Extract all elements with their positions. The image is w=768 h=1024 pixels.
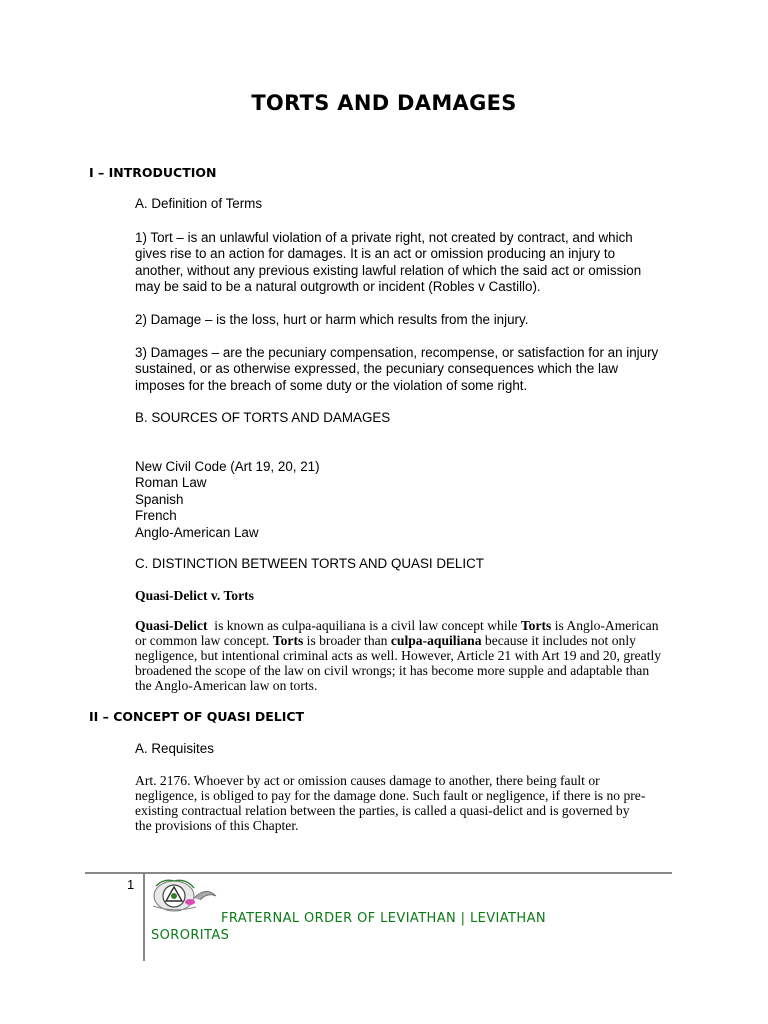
definition-damages	[135, 345, 695, 394]
text-line	[135, 618, 695, 633]
term-quasi-delict: Quasi-Delict	[135, 618, 208, 633]
sources-list	[135, 459, 695, 541]
comparison-paragraph	[135, 618, 695, 693]
footer-line-2: SORORITAS	[151, 928, 230, 943]
text-line: Art. 2176. Whoever by act or omission causes damage to another, there being fault or	[135, 773, 600, 788]
text-line: the Anglo-American law on torts.	[135, 678, 318, 693]
footer-organization-name	[151, 910, 621, 944]
term-torts: Torts	[272, 633, 304, 648]
document-title: TORTS AND DAMAGES	[251, 91, 517, 115]
text-line: 1) Tort – is an unlawful violation of a private right, not created by contract, and which	[135, 230, 633, 245]
term-culpa-aquiliana: culpa-aquiliana	[390, 633, 482, 648]
footer-line-1: FRATERNAL ORDER OF LEVIATHAN | LEVIATHAN	[221, 911, 546, 926]
text-line: imposes for the breach of some duty or the violation of some right.	[135, 377, 528, 393]
text-line: may be said to be a natural outgrowth or incident (Robles v Castillo).	[135, 279, 541, 295]
text-line: broadened the scope of the law on civil wrongs; it has become more supple and adaptable than	[135, 663, 650, 678]
definition-tort	[135, 230, 695, 296]
section-heading-concept-of-quasi-delict: II – CONCEPT OF QUASI DELICT	[89, 709, 305, 724]
definition-damage: 2) Damage – is the loss, hurt or harm which results from the injury.	[135, 312, 529, 327]
subheading-requisites: A. Requisites	[135, 741, 214, 756]
text-line: gives rise to an action for damages. It is an act or omission producing an injury to	[135, 246, 616, 262]
section-heading-introduction: I – INTRODUCTION	[89, 165, 217, 180]
footer-vertical-divider	[143, 872, 145, 961]
text-line: negligence, is obliged to pay for the damage done. Such fault or negligence, if there is no pre-	[135, 788, 646, 803]
text-line: existing contractual relation between the parties, is called a quasi-delict and is governed by	[135, 803, 630, 818]
list-item: Spanish	[135, 491, 184, 507]
subheading-distinction: C. DISTINCTION BETWEEN TORTS AND QUASI DELICT	[135, 556, 484, 571]
list-item: Anglo-American Law	[135, 524, 259, 540]
text-run: is broader than	[303, 633, 391, 648]
text-line: 3) Damages – are the pecuniary compensation, recompense, or satisfaction for an injury	[135, 345, 659, 360]
list-item: Roman Law	[135, 475, 207, 491]
leviathan-seal-logo-icon	[150, 876, 220, 912]
text-run: or common law concept.	[135, 633, 273, 648]
term-torts: Torts	[520, 618, 552, 633]
text-line: the provisions of this Chapter.	[135, 818, 299, 833]
text-line: another, without any previous existing lawful relation of which the said act or omission	[135, 262, 642, 278]
text-run: because it includes not only	[481, 633, 636, 648]
text-line: negligence, but intentional criminal acts as well. However, Article 21 with Art 19 and 20, greatly	[135, 648, 662, 663]
list-item: French	[135, 508, 177, 524]
subheading-definition-of-terms: A. Definition of Terms	[135, 196, 263, 211]
text-run: is known as culpa-aquiliana is a civil law concept while	[207, 618, 521, 633]
subheading-sources: B. SOURCES OF TORTS AND DAMAGES	[135, 410, 391, 425]
comparison-heading: Quasi-Delict v. Torts	[135, 588, 254, 603]
text-run: is Anglo-American	[551, 618, 659, 633]
footer-divider	[85, 872, 672, 874]
text-line	[135, 633, 695, 648]
text-line: sustained, or as otherwise expressed, the pecuniary consequences which the law	[135, 361, 619, 377]
page-number: 1	[127, 877, 135, 892]
list-item: New Civil Code (Art 19, 20, 21)	[135, 459, 320, 474]
article-2176	[135, 773, 695, 833]
